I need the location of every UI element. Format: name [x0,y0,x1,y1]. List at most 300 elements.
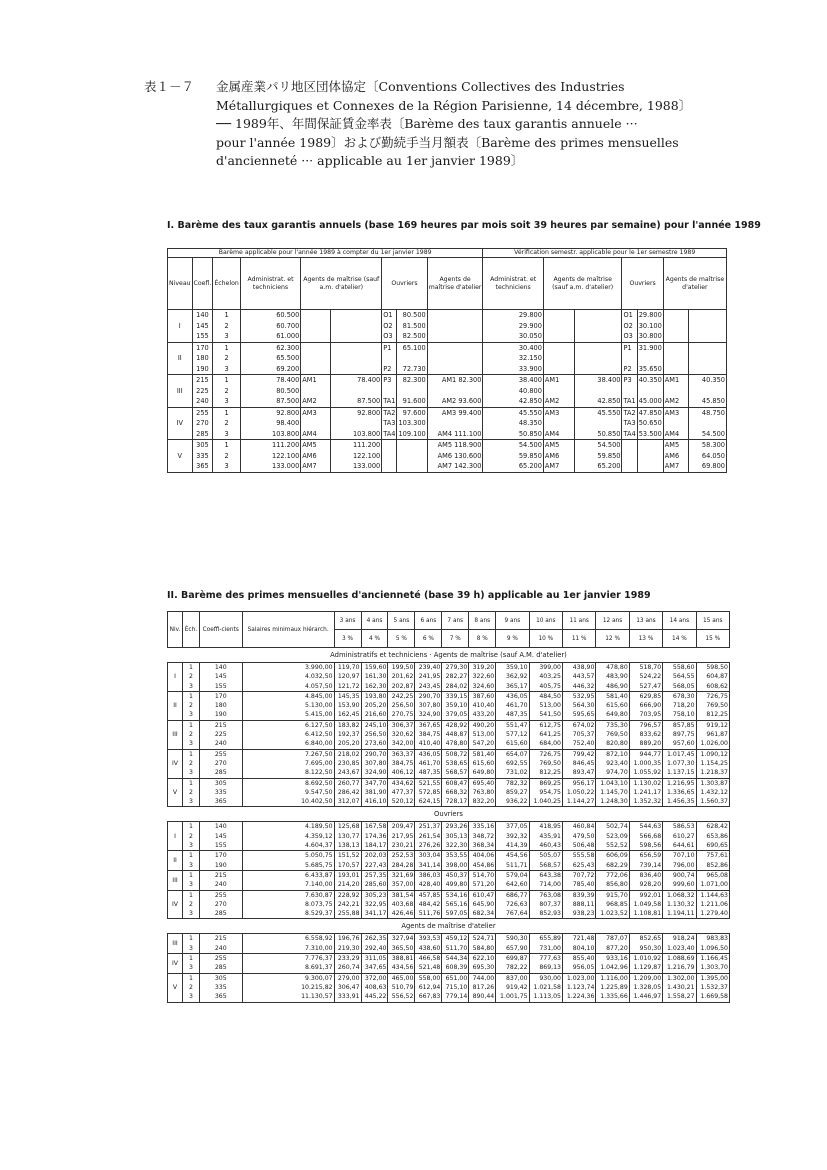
row-value: 388,81 434,56 [388,954,415,974]
row-value: 1.395,00 1.532,37 1.669,58 [696,973,729,1002]
col-pct-0: 3 % [334,630,361,648]
row-value: 508,72 538,65 568,57 [442,749,469,778]
row-value: 8.692,50 9.547,50 10.402,50 [242,778,334,807]
row-niv: III [168,870,183,890]
row-value: 900,74 999,60 [663,870,696,890]
row-value: 418,95 435,91 460,43 [529,822,562,851]
row-value: 377,05 392,32 414,39 [496,822,529,851]
col-pct-9: 12 % [596,630,629,648]
col-admin-2: Administrat. et techniciens [483,258,544,310]
row-value: 930,00 1.021,58 1.113,05 [529,973,562,1002]
row-value: 242,25 256,50 270,75 [388,691,415,720]
row-value: 484,50 513,00 541,50 [529,691,562,720]
row-value: 837,00 919,42 1.001,75 [496,973,529,1002]
col-agents: Agents de maîtrise (sauf a.m. d'atelier) [301,258,382,310]
row-value: 1.090,12 1.154,25 1.218,37 [696,749,729,778]
row-value: 306,37 320,62 342,00 [388,720,415,749]
table1-cell-coef: 170 180 190 [192,342,213,375]
header-line-1: 金属産業パリ地区団体協定〔Conventions Collectives des Industries [216,79,625,94]
col-agents-2: Agents de maîtrise (sauf a.m. d'atelier) [543,258,622,310]
table1-cell-ama2_code: AM1 AM2 [663,375,688,408]
row-value: 245,10 256,50 273,60 [361,720,388,749]
row-ech: 1 2 3 [183,691,200,720]
row-value: 1.043,10 1.145,70 1.248,30 [596,778,629,807]
row-value: 787,07 877,20 [596,934,629,954]
col-pct-8: 11 % [563,630,596,648]
table1-cell-ech: 1 2 3 [213,407,240,440]
row-value: 678,30 718,20 758,10 [663,691,696,720]
row-value: 9.300,07 10.215,82 11.130,57 [242,973,334,1002]
col-year-11: 14 ans [663,612,696,630]
row-value: 656,59 739,14 [629,851,662,871]
table1-cell-ouv2_code: O1 O2 O3 [622,310,637,343]
row-value: 726,75 769,50 812,25 [696,691,729,720]
row-value: 193,01 214,20 [334,870,361,890]
table2-row [168,720,730,749]
row-value: 293,26 305,13 322,30 [442,822,469,851]
table1-cell-adm: 60.500 60.700 61.000 [240,310,301,343]
row-value: 1.088,69 1.216,79 [663,954,696,974]
row-value: 459,12 511,70 [442,934,469,954]
row-value: 872,10 923,40 974,70 [596,749,629,778]
row-value: 252,53 284,28 [388,851,415,871]
col-year-6: 9 ans [496,612,529,630]
row-ech: 1 2 3 [183,778,200,807]
row-value: 555,58 625,43 [563,851,596,871]
table1-cell-am_code [301,342,331,375]
row-value: 590,30 657,90 [496,934,529,954]
row-coef: 215 225 240 [199,720,242,749]
row-coef: 140 145 155 [199,822,242,851]
col-ouvriers-2: Ouvriers [622,258,663,310]
row-value: 327,94 365,50 [388,934,415,954]
row-value: 532,95 564,30 595,65 [563,691,596,720]
row-value: 544,34 608,39 [442,954,469,974]
row-value: 6.558,92 7.310,00 [242,934,334,954]
row-value: 534,16 565,16 597,05 [442,890,469,919]
col-ouvriers: Ouvriers [382,258,428,310]
row-value: 490,20 513,00 547,20 [469,720,496,749]
table1-row [168,310,727,343]
row-coef: 305 335 365 [199,973,242,1002]
table1-cell-ama2_code [663,310,688,343]
row-value: 836,40 928,20 [629,870,662,890]
row-value: 404,06 454,86 [469,851,496,871]
row-value: 457,85 484,42 511,76 [415,890,442,919]
row-value: 257,35 285,60 [361,870,388,890]
row-value: 438,90 443,57 446,32 [563,663,596,692]
table1-group-right: Vérification semestr. applicable pour le 1er semestre 1989 [483,249,727,258]
row-value: 399,00 403,25 405,75 [529,663,562,692]
row-value: 777,63 869,13 [529,954,562,974]
row-niv: IV [168,890,183,919]
row-ech: 1 2 3 [183,822,200,851]
row-value: 1.068,32 1.130,32 1.194,11 [663,890,696,919]
table1-cell-am_code [301,310,331,343]
table1-cell-ouv2_val: 29.800 30.100 30.800 [638,311,662,340]
row-value: 707,10 796,00 [663,851,696,871]
table2-row [168,890,730,919]
row-value: 839,39 888,11 938,23 [563,890,596,919]
row-niv: II [168,691,183,720]
col-pct-12: 15 % [696,630,729,648]
row-value: 305,23 322,95 341,17 [361,890,388,919]
col-year-12: 15 ans [696,612,729,630]
col-pct-6: 9 % [496,630,529,648]
row-value: 918,24 1.023,40 [663,934,696,954]
table1-cell-ouv_val: 65.100 72.730 [397,342,427,375]
row-value: 606,09 682,29 [596,851,629,871]
row-value: 125,68 130,77 138,13 [334,822,361,851]
row-value: 372,00 408,63 445,22 [361,973,388,1002]
table1-cell-ama_val [427,342,483,375]
row-value: 450,37 499,80 [442,870,469,890]
table1-cell-ouv2_val: 40.350 45.000 [638,376,662,405]
table2-row [168,870,730,890]
row-niv: V [168,973,183,1002]
table1-cell-coef: 255 270 285 [192,407,213,440]
row-value: 478,80 483,90 486,90 [596,663,629,692]
row-ech: 1 3 [183,954,200,974]
row-value: 1.209,00 1.328,05 1.446,97 [629,973,662,1002]
row-value: 260,77 286,42 312,07 [334,778,361,807]
row-value: 290,70 307,80 324,90 [361,749,388,778]
table1-cell-ouv2_code [622,440,637,473]
row-value: 796,57 833,62 889,20 [629,720,662,749]
row-value: 465,00 510,79 556,52 [388,973,415,1002]
table1-cell-am_val: 92.800 103.800 [330,407,381,440]
row-value: 193,80 205,20 216,60 [361,691,388,720]
table2-row [168,691,730,720]
row-value: 521,55 572,85 624,15 [415,778,442,807]
table1-cell-am2_code [543,342,574,375]
row-value: 359,10 362,92 365,17 [496,663,529,692]
col-salaires: Salaires minimaux hiérarch. [242,612,334,648]
table1-cell-adm2: 45.550 48.350 50.850 [483,407,544,440]
col-pct-4: 7 % [442,630,469,648]
table1-cell-ouv_val: 82.300 91.600 [397,375,427,408]
row-value: 782,32 859,27 936,22 [496,778,529,807]
table1-cell-ama2_val [689,310,727,343]
table1-row [168,407,727,440]
row-value: 363,37 384,75 406,12 [388,749,415,778]
row-value: 218,02 230,85 243,67 [334,749,361,778]
col-coef: Coeffi-cients [199,612,242,648]
header-line-2: Métallurgiques et Connexes de la Région Parisienne, 14 décembre, 1988〕 [216,97,692,113]
category-agents-atelier-label: Agents de maîtrise d'atelier [168,919,730,934]
col-year-5: 8 ans [469,612,496,630]
table2-row [168,934,730,954]
table1-cell-ouv_val: 97.600 103.300 109.100 [398,408,426,438]
col-niv: Niv. [168,612,183,648]
row-value: 167,58 174,36 184,17 [361,822,388,851]
row-value: 428,92 448,87 478,80 [442,720,469,749]
row-value: 518,70 524,22 527,47 [629,663,662,692]
table1-cell-am2_val [575,310,622,343]
row-value: 119,70 120,97 121,72 [334,663,361,692]
table1-cell-ouv_code: TA2 TA3 TA4 [383,408,396,438]
row-value: 7.776,37 8.691,37 [242,954,334,974]
row-ech: 1 2 3 [183,890,200,919]
col-year-8: 11 ans [563,612,596,630]
table1-annual-rates [167,248,727,473]
row-value: 466,58 521,48 [415,954,442,974]
row-value: 524,71 584,80 [469,934,496,954]
row-niv: I [168,822,183,851]
row-value: 726,75 769,50 812,25 [529,749,562,778]
row-value: 151,52 170,57 [334,851,361,871]
table2-row [168,822,730,851]
table1-cell-adm2: 29.800 29.900 30.050 [483,310,544,343]
table1-cell-am_code: AM5 AM6 AM7 [301,440,331,473]
table1-cell-adm2: 38.400 40.800 42.850 [483,375,544,408]
table1-cell-niveau: I [168,310,193,343]
row-ech: 1 2 3 [183,749,200,778]
table1-cell-ech: 1 2 3 [213,310,240,343]
row-value: 199,50 201,62 202,87 [388,663,415,692]
row-value: 965,08 1.071,00 [696,870,729,890]
row-value: 4.845,00 5.130,00 5.415,00 [242,691,334,720]
row-value: 956,17 1.050,22 1.144,27 [563,778,596,807]
col-agents-atelier-2: Agents de maîtrise d'atelier [663,258,726,310]
row-value: 629,85 666,90 703,95 [629,691,662,720]
row-value: 651,00 715,10 779,14 [442,973,469,1002]
row-value: 434,62 477,37 520,12 [388,778,415,807]
row-value: 6.127,50 6.412,50 6.840,00 [242,720,334,749]
row-value: 744,00 817,26 890,44 [469,973,496,1002]
row-value: 3.990,00 4.032,50 4.057,50 [242,663,334,692]
table1-row [168,342,727,375]
table1-group-left: Barème applicable pour l'année 1989 à compter du 1er janvier 1989 [168,249,483,258]
row-value: 686,77 726,63 767,64 [496,890,529,919]
row-value: 5.050,75 5.685,75 [242,851,334,871]
table1-cell-ama2_code: AM5 AM6 AM7 [663,440,688,473]
row-value: 502,74 523,09 552,52 [596,822,629,851]
row-value: 610,47 645,90 682,34 [469,890,496,919]
col-pct-3: 6 % [415,630,442,648]
table1-cell-ama_val [427,310,483,343]
row-value: 558,60 564,55 568,05 [663,663,696,692]
row-coef: 215 240 [199,870,242,890]
table1-cell-adm2: 54.500 59.850 65.200 [483,440,544,473]
row-value: 674,02 705,37 752,40 [563,720,596,749]
row-value: 279,00 306,47 333,91 [334,973,361,1002]
row-value: 367,65 384,75 410,40 [415,720,442,749]
col-pct-1: 4 % [361,630,388,648]
row-value: 183,82 192,37 205,20 [334,720,361,749]
row-coef: 255 270 285 [199,749,242,778]
row-coef: 305 335 365 [199,778,242,807]
table1-cell-ama2_val: 40.350 45.850 [689,375,727,408]
col-pct-2: 5 % [388,630,415,648]
col-pct-7: 10 % [529,630,562,648]
row-value: 347,70 381,90 416,10 [361,778,388,807]
row-value: 393,53 438,60 [415,934,442,954]
row-value: 209,47 217,95 230,21 [388,822,415,851]
row-niv: IV [168,749,183,778]
table1-title: I. Barème des taux garantis annuels (base 169 heures par mois soit 39 heures par semaine) pour l'année 1989 [167,220,761,231]
table1-cell-ouv_val [397,440,427,473]
col-year-2: 5 ans [388,612,415,630]
col-ech: Éch. [183,612,200,648]
row-niv: IV [168,954,183,974]
row-value: 707,72 785,40 [563,870,596,890]
row-value: 233,29 260,74 [334,954,361,974]
row-value: 799,42 846,45 893,47 [563,749,596,778]
table1-cell-ouv_code [382,440,397,473]
row-value: 454,56 511,71 [496,851,529,871]
table1-cell-niveau: V [168,440,193,473]
col-echelon: Échelon [213,258,240,310]
row-value: 262,35 292,40 [361,934,388,954]
row-value: 1.116,00 1.225,89 1.335,66 [596,973,629,1002]
row-value: 869,25 954,75 1.040,25 [529,778,562,807]
table1-cell-ouv2_code: P3 TA1 [623,376,636,405]
col-year-10: 13 ans [629,612,662,630]
col-year-1: 4 ans [361,612,388,630]
table1-row [168,440,727,473]
col-agents-atelier: Agents de maîtrise d'atelier [427,258,483,310]
row-value: 735,30 769,50 820,80 [596,720,629,749]
row-value: 654,07 692,55 731,02 [496,749,529,778]
col-coefl: Coefl. [192,258,213,310]
document-header [144,78,768,171]
row-value: 1.017,45 1.077,30 1.137,15 [663,749,696,778]
row-value: 436,05 461,70 487,35 [496,691,529,720]
category-ouvriers-label: Ouvriers [168,807,730,822]
table1-cell-ama2_val: 58.300 64.050 69.800 [689,440,727,473]
row-value: 643,38 714,00 [529,870,562,890]
col-year-3: 6 ans [415,612,442,630]
col-pct-10: 13 % [629,630,662,648]
row-value: 581,40 615,60 649,80 [469,749,496,778]
table2-row [168,778,730,807]
row-value: 757,61 852,86 [696,851,729,871]
row-value: 6.433,87 7.140,00 [242,870,334,890]
row-value: 1.130,02 1.241,17 1.352,32 [629,778,662,807]
row-value: 1.023,00 1.123,74 1.224,36 [563,973,596,1002]
header-line-4: pour l'année 1989〕および勤続手当月額表〔Barème des primes mensuelles [216,134,679,150]
col-year-7: 10 ans [529,612,562,630]
row-value: 251,37 261,54 276,26 [415,822,442,851]
row-value: 381,54 403,68 426,46 [388,890,415,919]
col-pct-11: 14 % [663,630,696,648]
table2-title: II. Barème des primes mensuelles d'ancienneté (base 39 h) applicable au 1er janvier 1989 [167,590,651,601]
row-value: 319,20 322,60 324,60 [469,663,496,692]
row-value: 239,40 241,95 243,45 [415,663,442,692]
row-value: 933,16 1.042,96 [596,954,629,974]
table1-cell-ama2_code [663,342,688,375]
table1-cell-ouv_val: 80.500 81.500 82.500 [397,310,427,343]
row-coef: 255 270 285 [199,890,242,919]
table1-cell-ama_val: AM5 118.900 AM6 130.600 AM7 142.300 [427,440,483,473]
row-value: 579,04 642,60 [496,870,529,890]
row-value: 202,03 227,43 [361,851,388,871]
table1-cell-am_val [330,342,381,375]
table1-cell-ouv2_code: TA2 TA3 TA4 [623,408,636,438]
category-admin-label: Administratifs et techniciens · Agents de maîtrise (sauf A.M. d'atelier) [168,648,730,663]
row-value: 353,55 398,00 [442,851,469,871]
row-niv: V [168,778,183,807]
table1-cell-niveau: IV [168,407,193,440]
row-value: 612,75 641,25 684,00 [529,720,562,749]
table1-cell-ama2_val: 48.750 54.500 [689,407,727,440]
table1-cell-ouv_code: P1 P2 [382,342,397,375]
col-year-0: 3 ans [334,612,361,630]
row-value: 622,10 695,30 [469,954,496,974]
table1-cell-am_code: AM3 AM4 [301,407,331,440]
table1-cell-ouv2_val: 47.850 50.650 53.500 [638,408,662,438]
table2-seniority-bonus [167,611,730,1003]
row-value: 145,35 153,90 162,45 [334,691,361,720]
table1-cell-niveau: III [168,375,193,408]
row-value: 772,06 856,80 [596,870,629,890]
row-value: 7.630,87 8.073,75 8.529,37 [242,890,334,919]
table1-cell-ouv2_code: P1 P2 [622,342,637,375]
row-value: 1.144,63 1.211,06 1.279,40 [696,890,729,919]
row-value: 598,50 604,87 608,62 [696,663,729,692]
row-coef: 140 145 155 [199,663,242,692]
table1-cell-ama_val: AM1 82.300 AM2 93.600 [427,375,483,408]
table1-cell-ama2_val [689,342,727,375]
row-coef: 170 180 190 [199,691,242,720]
row-ech: 1 3 [183,934,200,954]
table2-row [168,973,730,1002]
row-value: 279,30 282,27 284,02 [442,663,469,692]
table1-cell-am_val: 111.200 122.100 133.000 [330,440,381,473]
header-line-5: d'ancienneté ··· applicable au 1er janvier 1989〕 [216,153,524,168]
table1-cell-adm: 92.800 98.400 103.800 [240,407,301,440]
row-value: 699,87 782,22 [496,954,529,974]
row-value: 628,42 653,86 690,65 [696,822,729,851]
table1-cell-am2_val: 38.400 42.850 [575,375,622,408]
row-value: 460,84 479,50 506,48 [563,822,596,851]
table1-cell-adm: 62.300 65.500 69.200 [240,342,301,375]
table1-cell-am_val: 78.400 87.500 [330,375,381,408]
row-value: 983,83 1.096,50 [696,934,729,954]
table1-cell-coef: 305 335 365 [192,440,213,473]
table2-body [168,648,730,1003]
row-value: 303,04 341,14 [415,851,442,871]
category-ouvriers [168,807,730,822]
table1-cell-ech: 1 2 3 [213,440,240,473]
table1-cell-am_code: AM1 AM2 [301,375,331,408]
row-value: 919,12 961,87 1.026,00 [696,720,729,749]
table1-cell-ech: 1 2 3 [213,342,240,375]
table1-cell-niveau: II [168,342,193,375]
row-niv: III [168,720,183,749]
row-value: 4.189,50 4.359,12 4.604,37 [242,822,334,851]
row-value: 335,16 348,72 368,34 [469,822,496,851]
row-coef: 170 190 [199,851,242,871]
row-value: 339,15 359,10 379,05 [442,691,469,720]
table1-cell-am2_val: 54.500 59.850 65.200 [575,440,622,473]
col-year-9: 12 ans [596,612,629,630]
table1-cell-am2_code: AM1 AM2 [543,375,574,408]
table2-row [168,749,730,778]
table1-row [168,375,727,408]
table1-cell-ouv2_val: 31.900 35.650 [638,343,662,373]
category-admin [168,648,730,663]
row-ech: 1 2 3 [183,663,200,692]
row-niv: III [168,934,183,954]
table1-cell-am2_code: AM5 AM6 AM7 [543,440,574,473]
row-value: 387,60 410,40 433,20 [469,691,496,720]
row-value: 1.010,92 1.129,87 [629,954,662,974]
row-value: 290,70 307,80 324,90 [415,691,442,720]
row-value: 852,65 950,30 [629,934,662,954]
table1-cell-ama2_code: AM3 AM4 [663,407,688,440]
